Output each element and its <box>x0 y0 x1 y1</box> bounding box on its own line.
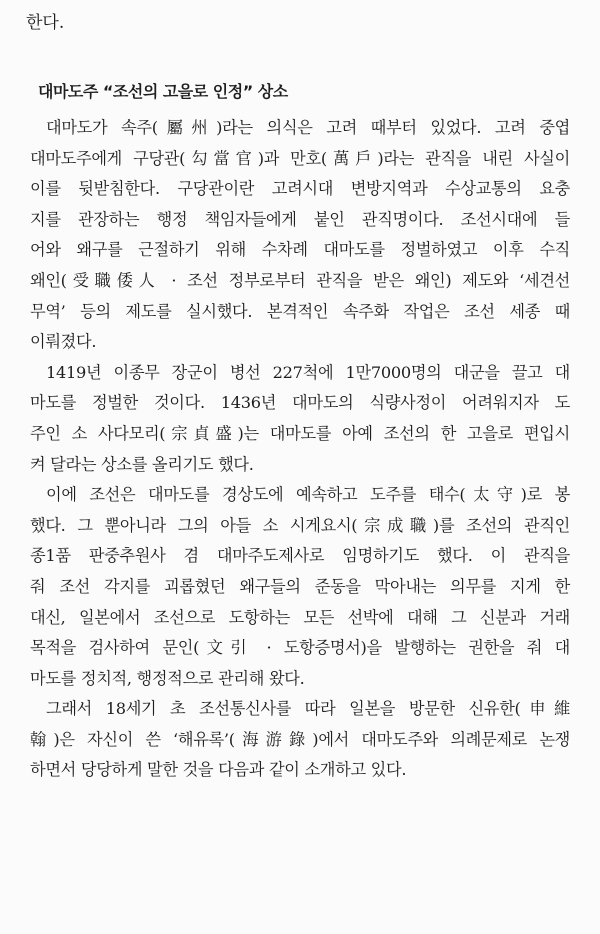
text-line: 무역’ 등의 제도를 실시했다. 본격적인 속주화 작업은 조선 세종 때 <box>30 301 570 321</box>
paragraph <box>30 480 570 694</box>
text-line: 주인 소 사다모리(宗貞盛)는 대마도를 아예 조선의 한 고을로 편입시 <box>30 423 570 443</box>
text-line: 翰)은 자신이 쓴 ‘해유록’(海游錄)에서 대마도주와 의례문제로 논쟁 <box>30 729 570 749</box>
text-line: 1419년 이종무 장군이 병선 227척에 1만7000명의 대군을 끌고 대 <box>46 362 570 382</box>
text-line: 어와 왜구를 근절하기 위해 수차례 대마도를 정벌하였고 이후 수직 <box>30 240 570 260</box>
text-line: 그래서 18세기 초 조선통신사를 따라 일본을 방문한 신유한(申維 <box>46 699 570 719</box>
paragraph <box>30 113 570 358</box>
text-line: 이에 조선은 대마도를 경상도에 예속하고 도주를 태수(太守)로 봉 <box>46 485 570 505</box>
text-line: 하면서 당당하게 말한 것을 다음과 같이 소개하고 있다. <box>30 760 407 780</box>
text-line: 대마도주에게 구당관(勾當官)과 만호(萬戶)라는 관직을 내린 사실이 <box>30 148 570 168</box>
text-line: 마도를 정벌한 것이다. 1436년 대마도의 식량사정이 어려워지자 도 <box>30 393 570 413</box>
paragraph <box>30 358 570 480</box>
paragraph <box>30 694 570 786</box>
text-line: 종1품 판중추원사 겸 대마주도제사로 임명하기도 했다. 이 관직을 <box>30 546 570 566</box>
section-heading: 대마도주 “조선의 고을로 인정” 상소 <box>38 82 288 101</box>
text-line: 목적을 검사하여 문인(文引 · 도항증명서)을 발행하는 권한을 줘 대 <box>30 638 570 658</box>
text-line: 왜인(受職倭人 · 조선 정부로부터 관직을 받은 왜인) 제도와 ‘세견선 <box>30 270 570 290</box>
text-line: 이를 뒷받침한다. 구당관이란 고려시대 변방지역과 수상교통의 요충 <box>30 179 570 199</box>
text-line: 했다. 그 뿐아니라 그의 아들 소 시게요시(宗成職)를 조선의 관직인 <box>30 515 570 535</box>
text-line: 이뤄졌다. <box>30 332 97 352</box>
text-line: 켜 달라는 상소를 올리기도 했다. <box>30 454 254 474</box>
text-line: 대신, 일본에서 조선으로 도항하는 모든 선박에 대해 그 신분과 거래 <box>30 607 570 627</box>
text-line: 지를 관장하는 행정 책임자들에게 붙인 관직명이다. 조선시대에 들 <box>30 209 570 229</box>
text-line: 마도를 정치적, 행정적으로 관리해 왔다. <box>30 668 305 688</box>
previous-page-fragment: 한다. <box>26 13 65 33</box>
body-text <box>30 113 570 786</box>
text-line: 대마도가 속주(屬州)라는 의식은 고려 때부터 있었다. 고려 중엽 <box>46 118 570 137</box>
text-line: 줘 조선 각지를 괴롭혔던 왜구들의 준동을 막아내는 의무를 지게 한 <box>30 576 570 596</box>
